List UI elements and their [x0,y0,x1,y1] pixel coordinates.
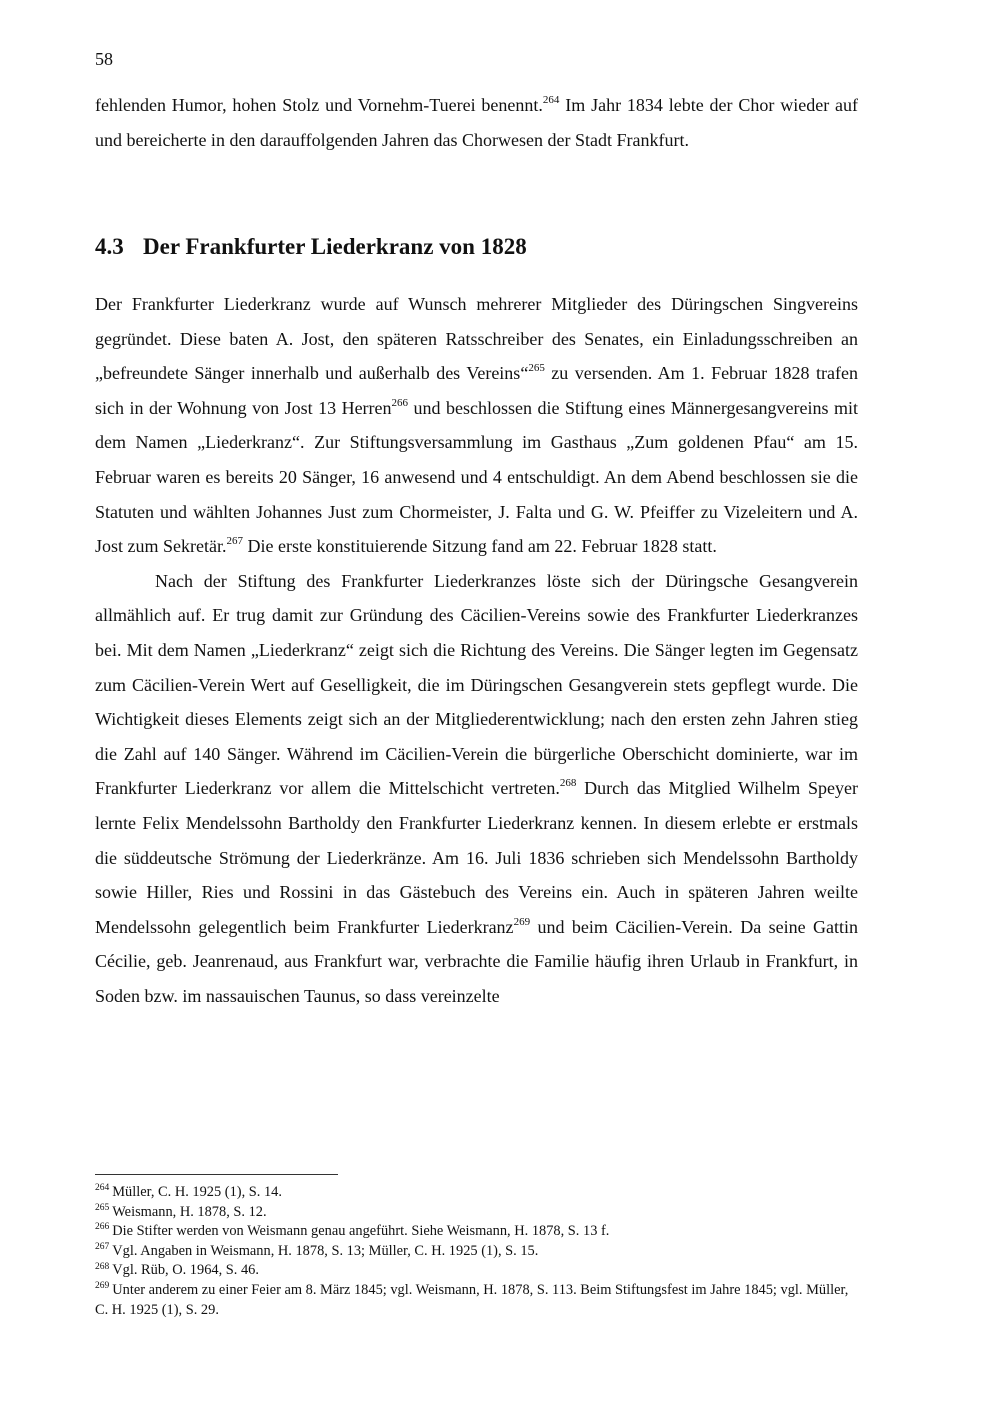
footnote-text: Die Stifter werden von Weismann genau angeführt. Siehe Weismann, H. 1878, S. 13 f. [112,1223,610,1240]
footnote-268 [95,1261,858,1281]
footnote-text: Müller, C. H. 1925 (1), S. 14. [112,1184,282,1200]
paragraph-1-text-3: und beschlossen die Stiftung eines Männergesangvereins mit dem Namen „Liederkranz“. Zur Stiftungsversammlung im Gasthaus „Zum goldenen Pfau“ am 15. Februar waren es bereits 20 Sänger, 16 anwesend und 4 entschuldigt. An dem Abend beschlossen sie die Statuten und wählten Johannes Just zum Chormeister, J. Falta und G. W. Pfeiffer zu Vizeleitern und A. Jost zum Sekretär. [95,397,858,557]
footnote-ref-264[interactable]: 264 [542,94,560,106]
intro-text-2: Im Jahr 1834 lebte der Chor wieder auf und bereicherte in den darauffolgenden Jahren das Chorwesen der Stadt Frankfurt. [95,95,859,150]
paragraph-2-text-2: Durch das Mitglied Wilhelm Speyer lernte Felix Mendelssohn Bartholdy den Frankfurter Liederkranz kennen. In diesem erlebte er erstmals die süddeutsche Strömung der Liederkränze. Am 16. Juli 1836 schrieben sich Mendelssohn Bartholdy sowie Hiller, Ries und Rossini in das Gästebuch des Vereins ein. Auch in späteren Jahren weilte Mendelssohn gelegentlich beim Frankfurter Liederkranz [95,778,858,937]
section-number: 4.3 [95,234,124,259]
footnote-264 [95,1183,858,1203]
footnote-number: 269 [95,1281,110,1292]
footnote-ref-269[interactable]: 269 [513,915,531,928]
footnote-265 [95,1203,858,1223]
footnote-266 [95,1222,858,1242]
footnote-separator [95,1174,338,1175]
footnote-text: Vgl. Angaben in Weismann, H. 1878, S. 13; Müller, C. H. 1925 (1), S. 15. [112,1242,539,1259]
intro-paragraph [95,88,858,157]
footnote-269 [95,1281,858,1320]
footnote-number: 264 [95,1183,110,1194]
footnote-text: Unter anderem zu einer Feier am 8. März 1845; vgl. Weismann, H. 1878, S. 113. Beim Stiftungsfest im Jahre 1845; vgl. Müller, C. H. 1925 (1), S. 29. [95,1281,849,1318]
footnote-ref-266[interactable]: 266 [391,396,409,409]
footnote-number: 265 [95,1202,110,1213]
section-heading [95,232,858,262]
paragraph-2-text-1: Nach der Stiftung des Frankfurter Liederkranzes löste sich der Düringsche Gesangverein allmählich auf. Er trug damit zur Gründung des Cäcilien-Vereins sowie des Frankfurter Liederkranzes bei. Mit dem Namen „Liederkranz“ zeigt sich die Richtung des Vereins. Die Sänger legten im Gegensatz zum Cäcilien-Verein Wert auf Geselligkeit, die im Düringschen Gesangverein stets gepflegt wurde. Die Wichtigkeit dieses Elements zeigt sich an der Mitgliederentwicklung; nach den ersten zehn Jahren stieg die Zahl auf 140 Sänger. Während im Cäcilien-Verein die bürgerliche Oberschicht dominierte, war im Frankfurter Liederkranz vor allem die Mittelschicht vertreten. [95,570,858,799]
section-title: Der Frankfurter Liederkranz von 1828 [143,234,527,259]
footnote-ref-268[interactable]: 268 [559,777,577,790]
paragraph-1-text-4: Die erste konstituierende Sitzung fand am 22. Februar 1828 statt. [242,536,717,557]
paragraph-2-text-3: und beim Cäcilien-Verein. Da seine Gattin Cécilie, geb. Jeanrenaud, aus Frankfurt war, verbrachte die Familie häufig ihren Urlaub in Frankfurt, in Soden bzw. im nassauischen Taunus, so dass vereinzelte [95,916,859,1006]
paragraph-1 [95,287,858,564]
paragraph-2 [95,564,858,1014]
section-body [95,287,858,1013]
footnote-number: 267 [95,1241,110,1252]
footnote-number: 268 [95,1261,110,1272]
page-number: 58 [95,49,113,69]
footnote-ref-267[interactable]: 267 [226,535,243,548]
footnote-number: 266 [95,1222,110,1233]
footnote-ref-265[interactable]: 265 [528,362,545,375]
footnote-text: Weismann, H. 1878, S. 12. [112,1203,267,1220]
paragraph-1-text-2: zu versenden. Am 1. Februar 1828 trafen sich in der Wohnung von Jost 13 Herren [95,363,858,418]
footnotes [95,1183,858,1320]
paragraph-1-text-1: Der Frankfurter Liederkranz wurde auf Wunsch mehrerer Mitglieder des Düringschen Singvereins gegründet. Diese baten A. Jost, den späteren Ratsschreiber des Senates, ein Einladungsschreiben an „befreundete Sänger innerhalb und außerhalb des Vereins“ [95,294,858,384]
footnote-text: Vgl. Rüb, O. 1964, S. 46. [112,1262,259,1279]
footnote-267 [95,1242,858,1262]
intro-text-1: fehlenden Humor, hohen Stolz und Vornehm-Tuerei benennt. [95,95,543,115]
